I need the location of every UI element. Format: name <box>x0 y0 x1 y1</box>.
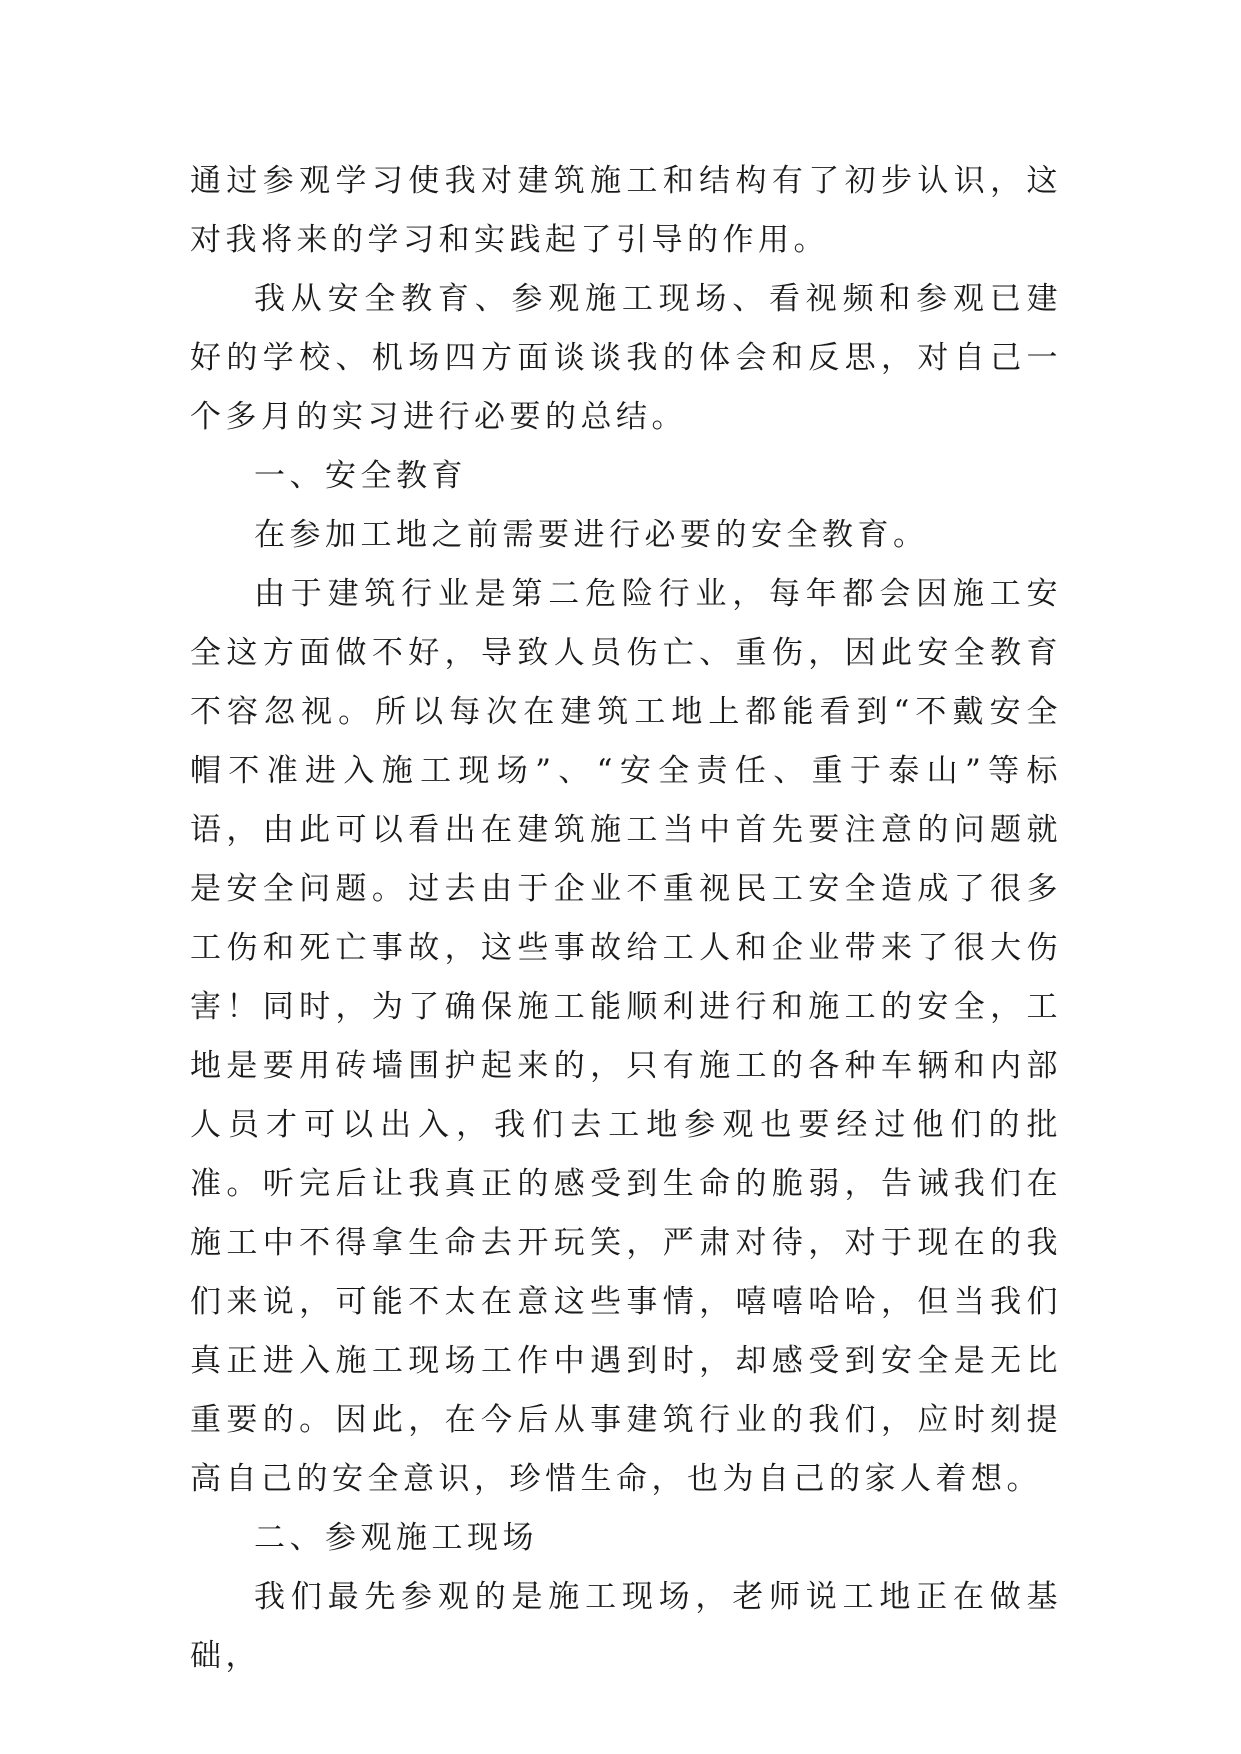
paragraph-safety-body: 由于建筑行业是第二危险行业，每年都会因施工安全这方面做不好，导致人员伤亡、重伤，因此安全教育不容忽视。所以每次在建筑工地上都能看到“不戴安全帽不准进入施工现场”、“安全责任、重于泰山”等标语，由此可以看出在建筑施工当中首先要注意的问题就是安全问题。过去由于企业不重视民工安全造成了很多工伤和死亡事故，这些事故给工人和企业带来了很大伤害！同时，为了确保施工能顺利进行和施工的安全，工地是要用砖墙围护起来的，只有施工的各种车辆和内部人员才可以出入，我们去工地参观也要经过他们的批准。听完后让我真正的感受到生命的脆弱，告诫我们在施工中不得拿生命去开玩笑，严肃对待，对于现在的我们来说，可能不太在意这些事情，嘻嘻哈哈，但当我们真正进入施工现场工作中遇到时，却感受到安全是无比重要的。因此，在今后从事建筑行业的我们，应时刻提高自己的安全意识，珍惜生命，也为自己的家人着想。 <box>190 576 1062 1497</box>
paragraph-overview: 我从安全教育、参观施工现场、看视频和参观已建好的学校、机场四方面谈谈我的体会和反思，对自己一个多月的实习进行必要的总结。 <box>190 281 1062 435</box>
paragraph-site-visit: 我们最先参观的是施工现场，老师说工地正在做基础， <box>190 1579 1062 1674</box>
section-heading-site-visit: 二、参观施工现场 <box>254 1520 538 1556</box>
paragraph-safety-intro: 在参加工地之前需要进行必要的安全教育。 <box>254 517 929 553</box>
section-heading-safety-education: 一、安全教育 <box>254 458 467 494</box>
document-page <box>190 152 1062 1686</box>
paragraph-intro: 通过参观学习使我对建筑施工和结构有了初步认识，这对我将来的学习和实践起了引导的作用。 <box>190 163 1062 258</box>
